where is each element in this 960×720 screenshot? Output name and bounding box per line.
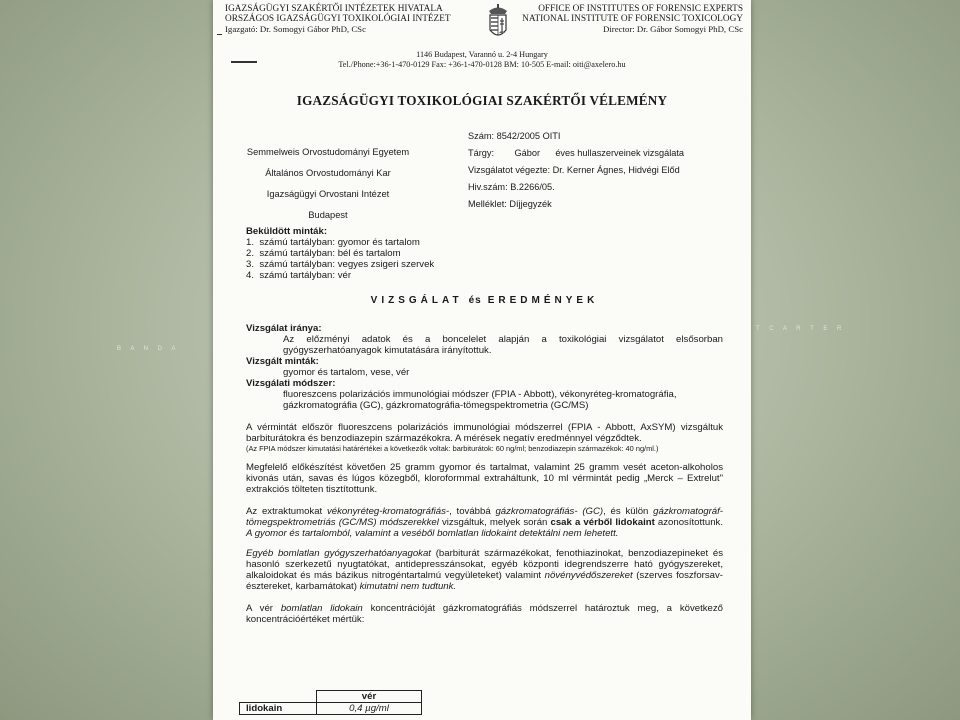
institution-line: Semmelweis Orvostudományi Egyetem	[246, 147, 410, 157]
table-row-label: lidokain	[240, 703, 317, 715]
header-right	[522, 4, 743, 34]
header-right-line: OFFICE OF INSTITUTES OF FORENSIC EXPERTS	[538, 4, 743, 14]
paragraph-concentration: A vér bomlatlan lidokain koncentrációját gázkromatográfiás módszerrel határoztuk meg, a következő koncentrációértéket mértük:	[246, 603, 724, 625]
header-right-line: NATIONAL INSTITUTE OF FORENSIC TOXICOLOGY	[522, 14, 743, 24]
table-header-cell: vér	[317, 691, 422, 703]
samples-examined-text: gyomor és tartalom, vese, vér	[283, 367, 410, 378]
section-heading	[246, 295, 723, 306]
samples-examined-label: Vizsgált minták:	[246, 356, 319, 367]
background-watermark-left: B A N D A	[117, 346, 180, 352]
header-right-line: Director: Dr. Gábor Somogyi PhD, CSc	[602, 24, 743, 34]
paragraph-fpia: A vérmintát először fluoreszcens polarizációs immunológiai módszerrel (FPIA - Abbott, AxSYM) vizsgáltuk barbiturátokra és benzodiazepin származékokra. A mérések negatív eredménnyel végződtek.	[246, 422, 723, 444]
section-heading-right: EREDMÉNYEK	[487, 295, 599, 306]
samples-heading: Beküldött minták:	[246, 226, 328, 237]
subject-value: Gábor éves hullaszerveinek vizsgálata	[514, 148, 685, 158]
fpia-note: (Az FPIA módszer kimutatási határértékei a következők voltak: barbiturátok: 60 ng/ml; benzodiazepin származékok: 40 ng/ml.)	[246, 444, 659, 453]
institution-line: Általános Orvostudományi Kar	[265, 168, 391, 178]
address-block	[213, 50, 751, 70]
hungarian-coat-of-arms-icon	[483, 2, 513, 42]
direction-text: Az előzményi adatok és a boncelelet alapján a toxikológiai vizsgálatot elsősorban gyógyszerhatóanyagok kimutatására irányítottuk.	[283, 334, 723, 356]
paragraph-extraction: Megfelelő előkészítést követően 25 gramm gyomor és tartalmat, valamint 25 gramm vesét aceton-alkoholos kivonás után, savas és lúgos közegből, kloroformmal extraháltunk, 10 ml vérmintát pedig „Merck – Extrelut" extrakciós tölteten tisztítottunk.	[246, 462, 723, 495]
institution-line: Igazságügyi Orvostani Intézet	[266, 189, 390, 199]
document-title: IGAZSÁGÜGYI TOXIKOLÓGIAI SZAKÉRTŐI VÉLEMÉNY	[296, 93, 668, 108]
paragraph-chromatography: Az extraktumokat vékonyréteg-kromatográfiás-, továbbá gázkromatográfiás- (GC), és külön gázkromatográf-tömegspektrometriás (GC/MS) módszerekkel vizsgáltuk, melyek során csak a vérből lidokaint azonosítottunk. A gyomor és tartalomból, valamint a veséből bomlatlan lidokaint detektálni nem lehetett.	[246, 506, 724, 539]
subject-row	[468, 145, 684, 162]
section-heading-mid: és	[468, 295, 482, 306]
document-page	[213, 0, 751, 720]
header-left-line: Igazgató: Dr. Somogyi Gábor PhD, CSc	[225, 24, 366, 34]
examiners: Vizsgálatot végezte: Dr. Kerner Ágnes, Hidvégi Előd	[468, 165, 680, 175]
document-meta	[468, 128, 684, 213]
contact-line: Tel./Phone:+36-1-470-0129 Fax: +36-1-470-0128 BM: 10-505 E-mail: oiti@axelero.hu	[338, 60, 626, 69]
method-label: Vizsgálati módszer:	[246, 378, 336, 389]
method-line: fluoreszcens polarizációs immunológiai módszer (FPIA - Abbott), vékonyréteg-kromatográfia,	[283, 389, 677, 400]
attachment: Melléklet: Díjjegyzék	[468, 199, 552, 209]
section-heading-left: VIZSGÁLAT	[370, 295, 463, 306]
recipient-institution	[233, 142, 423, 226]
institution-line: Budapest	[308, 210, 348, 220]
table-row	[240, 703, 422, 715]
address-line: 1146 Budapest, Varannó u. 2-4 Hungary	[416, 50, 548, 59]
table-row-value: 0,4 µg/ml	[317, 703, 422, 715]
sample-item: 1. számú tartályban: gyomor és tartalom	[246, 237, 420, 248]
document-body	[246, 226, 723, 625]
sample-item: 2. számú tartályban: bél és tartalom	[246, 248, 401, 259]
method-line: gázkromatográfia (GC), gázkromatográfia-tömegspektrometria (GC/MS)	[283, 400, 589, 411]
sample-item: 3. számú tartályban: vegyes zsigeri szervek	[246, 259, 435, 270]
samples-list	[246, 237, 723, 281]
margin-mark	[217, 34, 222, 35]
sample-item: 4. számú tartályban: vér	[246, 270, 352, 281]
case-number: Szám: 8542/2005 OITI	[468, 131, 561, 141]
header-left-line: IGAZSÁGÜGYI SZAKÉRTŐI INTÉZETEK HIVATALA	[225, 4, 443, 14]
table-header-row	[240, 691, 422, 703]
results-table	[239, 690, 422, 715]
direction-label: Vizsgálat iránya:	[246, 323, 322, 334]
reference-number: Hiv.szám: B.2266/05.	[468, 182, 555, 192]
background-watermark-right: T C A R T E R	[756, 326, 846, 332]
paragraph-other-substances: Egyéb bomlatlan gyógyszerhatóanyagokat (barbiturát származékokat, fenothiazinokat, benzodiazepineket és hasonló szerkezetű nyugtatókat, antidepresszánsokat, egyéb központi idegrendszerre ható gyógyszereket, alkaloidokat és más bázikus nitrogéntartalmú vegyületeket) valamint növényvédőszereket (szerves foszforsav-észtereket, karbamátokat) kimutatni nem tudtunk.	[246, 548, 723, 592]
header-left	[225, 4, 451, 34]
header-left-line: ORSZÁGOS IGAZSÁGÜGYI TOXIKOLÓGIAI INTÉZET	[225, 14, 451, 24]
subject-label: Tárgy:	[468, 148, 495, 158]
